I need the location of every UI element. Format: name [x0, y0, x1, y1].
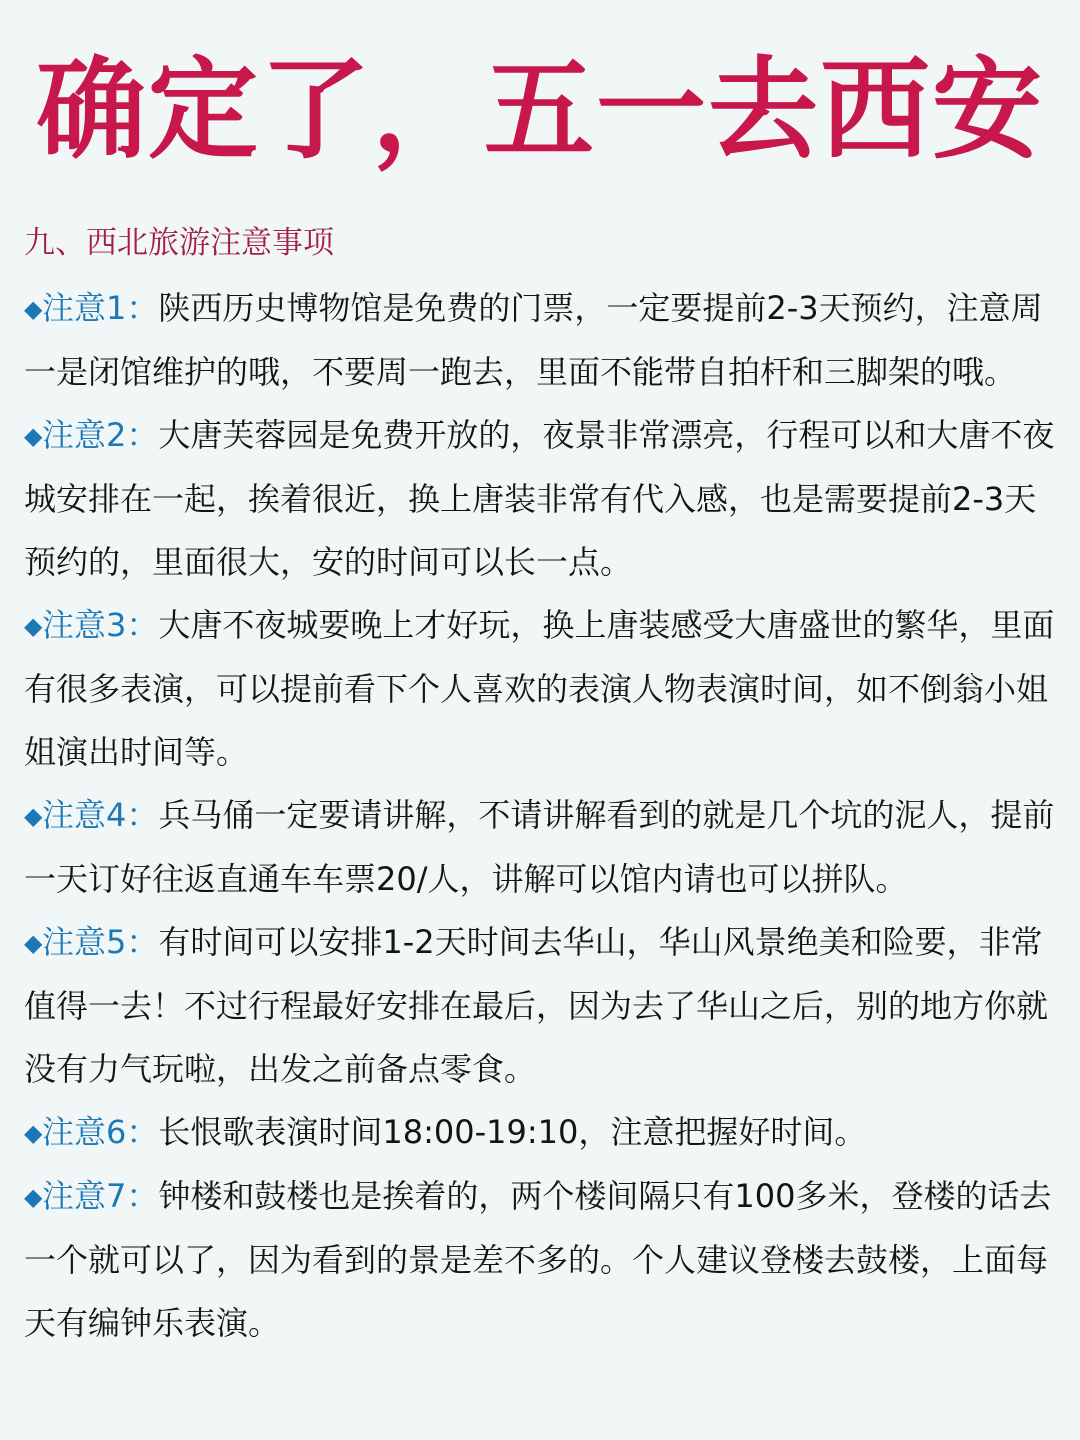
- note-2: [24, 404, 1060, 594]
- note-1: [24, 277, 1060, 404]
- notes-list: [24, 277, 1060, 1355]
- section-heading: 九、西北旅游注意事项: [24, 225, 334, 261]
- note-label: 注意6：: [42, 1113, 159, 1151]
- note-text: 大唐芙蓉园是免费开放的，夜景非常漂亮，行程可以和大唐不夜城安排在一起，挨着很近，换上唐装非常有代入感，也是需要提前2-3天预约的，里面很大，安的时间可以长一点。: [24, 416, 1055, 581]
- diamond-bullet-icon: ◆: [24, 1183, 43, 1211]
- note-label: 注意7：: [42, 1177, 159, 1215]
- note-label: 注意2：: [42, 416, 159, 454]
- note-text: 兵马俑一定要请讲解，不请讲解看到的就是几个坑的泥人，提前一天订好往返直通车车票20/人，讲解可以馆内请也可以拼队。: [24, 796, 1055, 898]
- note-label: 注意5：: [42, 923, 159, 961]
- note-label: 注意1：: [42, 289, 159, 327]
- note-text: 钟楼和鼓楼也是挨着的，两个楼间隔只有100多米，登楼的话去一个就可以了，因为看到的景是差不多的。个人建议登楼去鼓楼，上面每天有编钟乐表演。: [24, 1177, 1052, 1342]
- diamond-bullet-icon: ◆: [24, 422, 43, 450]
- diamond-bullet-icon: ◆: [24, 295, 43, 323]
- note-text: 有时间可以安排1-2天时间去华山，华山风景绝美和险要，非常值得一去！不过行程最好安排在最后，因为去了华山之后，别的地方你就没有力气玩啦，出发之前备点零食。: [24, 923, 1049, 1088]
- diamond-bullet-icon: ◆: [24, 802, 43, 830]
- note-5: [24, 911, 1060, 1101]
- note-text: 大唐不夜城要晚上才好玩，换上唐装感受大唐盛世的繁华，里面有很多表演，可以提前看下个人喜欢的表演人物表演时间，如不倒翁小姐姐演出时间等。: [24, 606, 1055, 771]
- diamond-bullet-icon: ◆: [24, 612, 43, 640]
- page-title: 确定了，五一去西安: [36, 46, 1044, 174]
- diamond-bullet-icon: ◆: [24, 929, 43, 957]
- note-text: 长恨歌表演时间18:00-19:10，注意把握好时间。: [158, 1113, 867, 1151]
- note-4: [24, 784, 1060, 911]
- note-label: 注意4：: [42, 796, 159, 834]
- diamond-bullet-icon: ◆: [24, 1119, 43, 1147]
- note-6: [24, 1101, 1060, 1165]
- note-label: 注意3：: [42, 606, 159, 644]
- note-text: 陕西历史博物馆是免费的门票，一定要提前2-3天预约，注意周一是闭馆维护的哦，不要周一跑去，里面不能带自拍杆和三脚架的哦。: [24, 289, 1043, 391]
- note-7: [24, 1165, 1060, 1355]
- note-3: [24, 594, 1060, 784]
